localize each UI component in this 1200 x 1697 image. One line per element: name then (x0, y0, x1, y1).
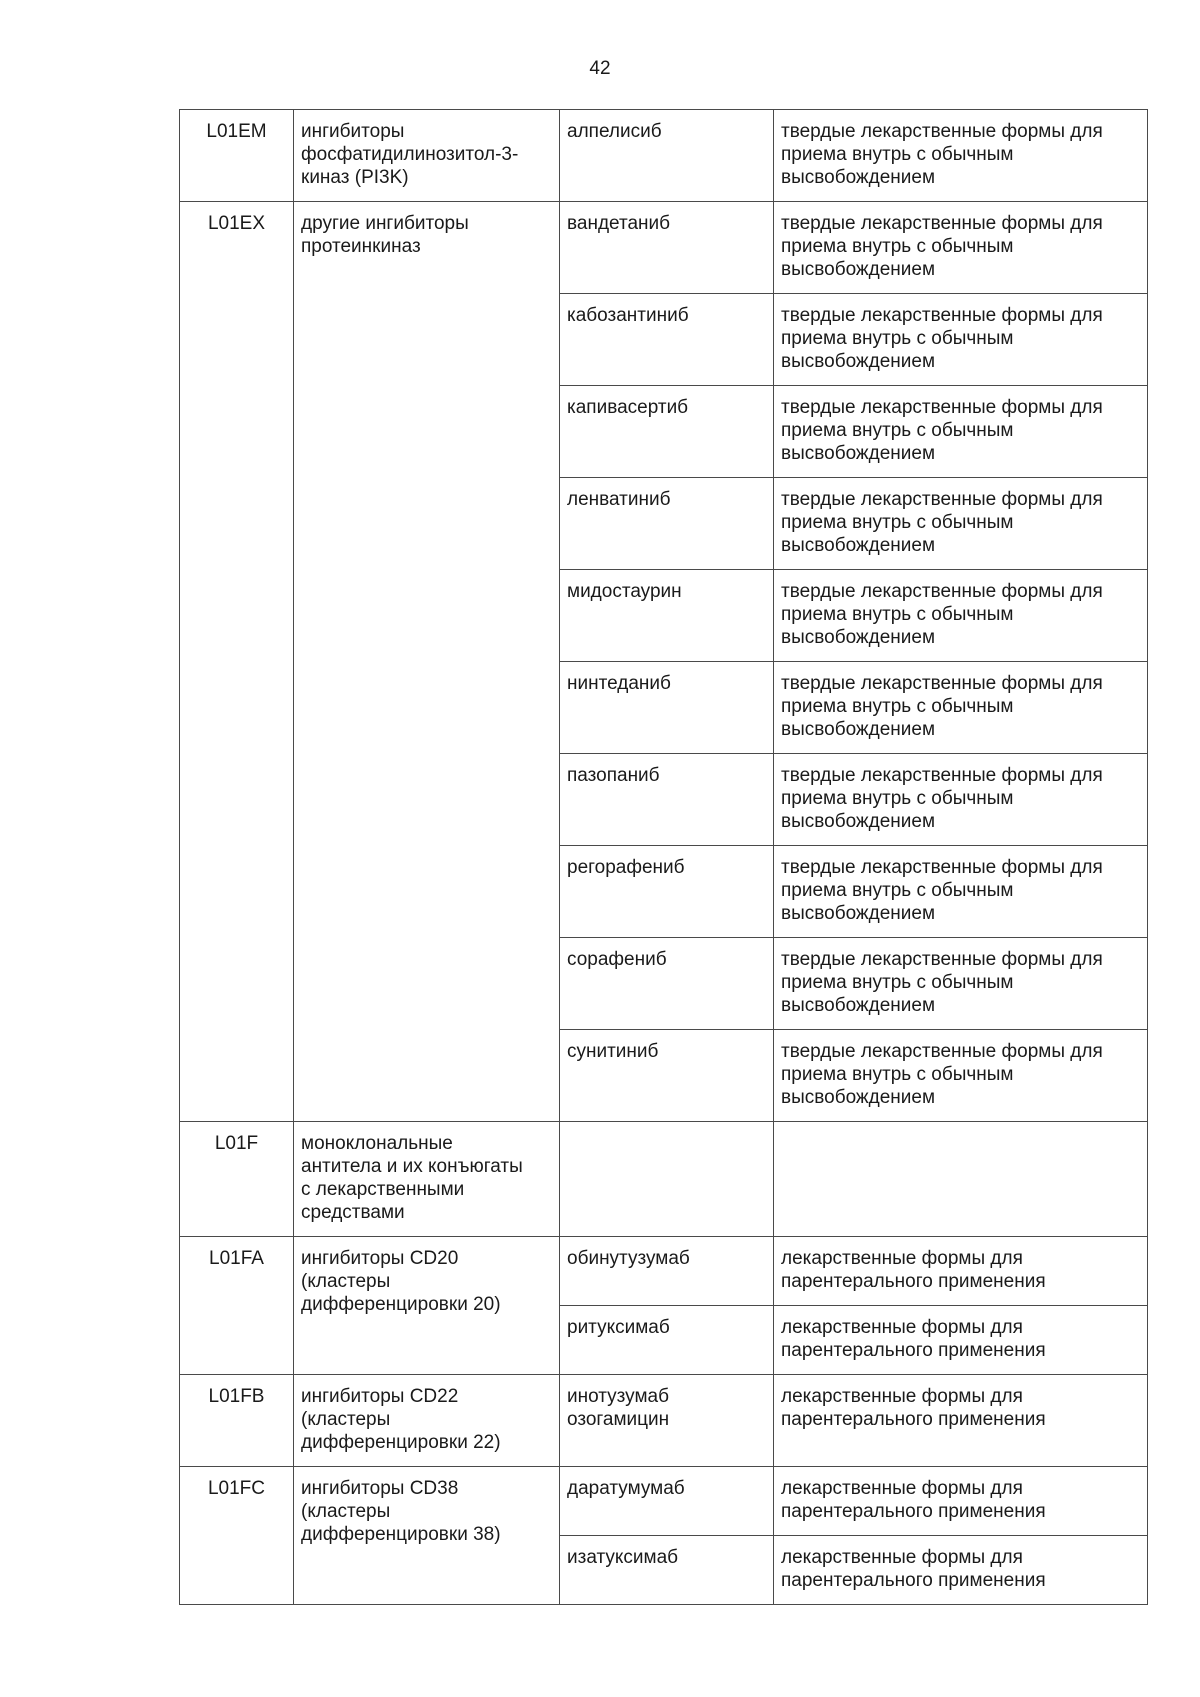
table-row (180, 1237, 1148, 1306)
drug-name: обинутузумаб (560, 1237, 774, 1306)
atc-code: L01EX (180, 202, 294, 1122)
drug-table (179, 109, 1148, 1605)
drug-name: сунитиниб (560, 1030, 774, 1122)
atc-code: L01FC (180, 1467, 294, 1605)
drug-name: вандетаниб (560, 202, 774, 294)
drug-name: алпелисиб (560, 110, 774, 202)
drug-name: ленватиниб (560, 478, 774, 570)
drug-name: нинтеданиб (560, 662, 774, 754)
dosage-form: твердые лекарственные формы для приема внутрь с обычным высвобождением (774, 386, 1148, 478)
atc-code: L01FB (180, 1375, 294, 1467)
dosage-form (774, 1122, 1148, 1237)
group-name: ингибиторы CD20 (кластеры дифференцировки 20) (294, 1237, 560, 1375)
dosage-form: твердые лекарственные формы для приема внутрь с обычным высвобождением (774, 478, 1148, 570)
atc-code: L01EM (180, 110, 294, 202)
table-row (180, 1375, 1148, 1467)
dosage-form: твердые лекарственные формы для приема внутрь с обычным высвобождением (774, 662, 1148, 754)
atc-code: L01F (180, 1122, 294, 1237)
group-name: другие ингибиторы протеинкиназ (294, 202, 560, 1122)
dosage-form: лекарственные формы для парентерального применения (774, 1536, 1148, 1605)
drug-name: регорафениб (560, 846, 774, 938)
dosage-form: твердые лекарственные формы для приема внутрь с обычным высвобождением (774, 938, 1148, 1030)
dosage-form: лекарственные формы для парентерального применения (774, 1237, 1148, 1306)
dosage-form: твердые лекарственные формы для приема внутрь с обычным высвобождением (774, 294, 1148, 386)
drug-name (560, 1122, 774, 1237)
dosage-form: твердые лекарственные формы для приема внутрь с обычным высвобождением (774, 570, 1148, 662)
drug-name: изатуксимаб (560, 1536, 774, 1605)
table-row (180, 1467, 1148, 1536)
drug-name: мидостаурин (560, 570, 774, 662)
dosage-form: твердые лекарственные формы для приема внутрь с обычным высвобождением (774, 110, 1148, 202)
dosage-form: твердые лекарственные формы для приема внутрь с обычным высвобождением (774, 202, 1148, 294)
drug-name: кабозантиниб (560, 294, 774, 386)
drug-name: капивасертиб (560, 386, 774, 478)
table-row (180, 110, 1148, 202)
drug-name: ритуксимаб (560, 1306, 774, 1375)
dosage-form: лекарственные формы для парентерального применения (774, 1375, 1148, 1467)
page-number: 42 (589, 58, 611, 79)
atc-code: L01FA (180, 1237, 294, 1375)
dosage-form: лекарственные формы для парентерального применения (774, 1467, 1148, 1536)
drug-name: пазопаниб (560, 754, 774, 846)
dosage-form: твердые лекарственные формы для приема внутрь с обычным высвобождением (774, 754, 1148, 846)
dosage-form: лекарственные формы для парентерального применения (774, 1306, 1148, 1375)
drug-name: инотузумаб озогамицин (560, 1375, 774, 1467)
dosage-form: твердые лекарственные формы для приема внутрь с обычным высвобождением (774, 1030, 1148, 1122)
group-name: ингибиторы CD38 (кластеры дифференцировки 38) (294, 1467, 560, 1605)
group-name: моноклональные антитела и их конъюгаты с лекарственными средствами (294, 1122, 560, 1237)
group-name: ингибиторы фосфатидилинозитол-3- киназ (PI3K) (294, 110, 560, 202)
group-name: ингибиторы CD22 (кластеры дифференцировки 22) (294, 1375, 560, 1467)
dosage-form: твердые лекарственные формы для приема внутрь с обычным высвобождением (774, 846, 1148, 938)
drug-name: сорафениб (560, 938, 774, 1030)
table-row (180, 202, 1148, 294)
drug-name: даратумумаб (560, 1467, 774, 1536)
table-row (180, 1122, 1148, 1237)
